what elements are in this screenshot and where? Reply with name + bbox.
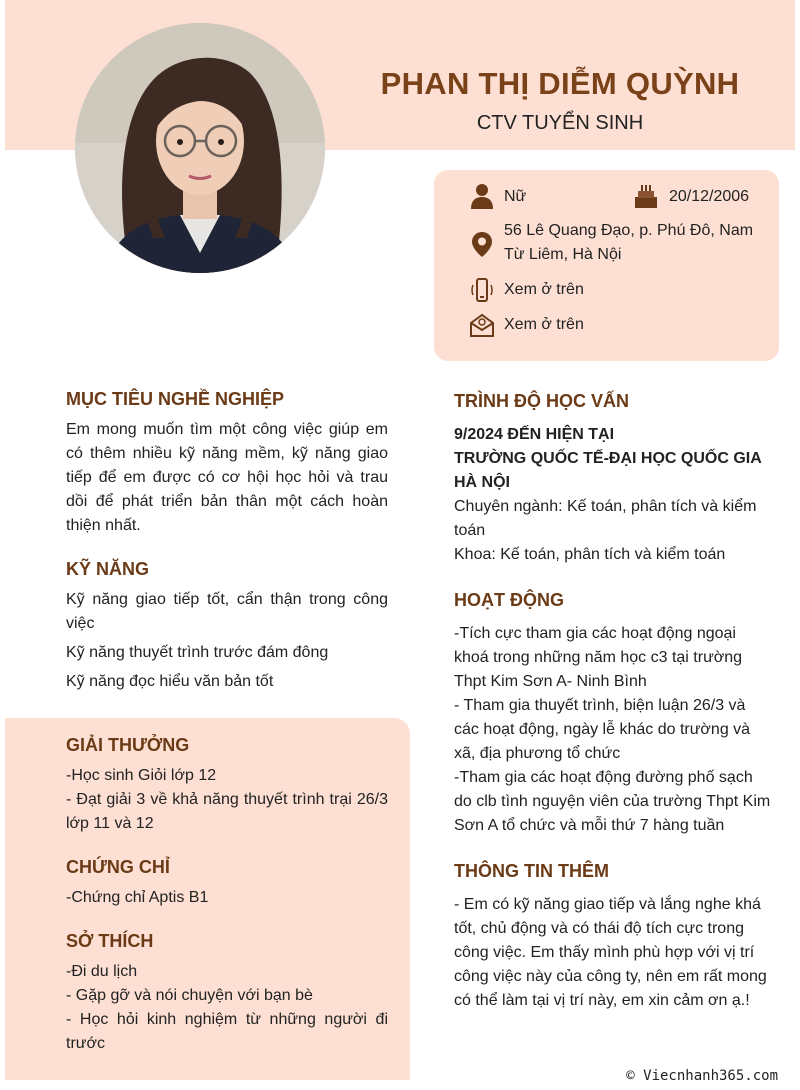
skill-item: Kỹ năng giao tiếp tốt, cẩn thận trong công việc: [66, 591, 388, 632]
location-pin-icon: [468, 230, 496, 258]
birthday-value: 20/12/2006: [669, 188, 750, 205]
hobby-item: - Học hỏi kinh nghiệm từ những người đi trước: [66, 1011, 388, 1052]
phone-value: Xem ở trên: [504, 281, 584, 298]
skill-item: Kỹ năng đọc hiểu văn bản tốt: [66, 673, 274, 690]
profile-photo: [75, 23, 325, 273]
activities-text: -Tích cực tham gia các hoạt động ngoại khoá trong những năm học c3 tại trường Thpt Kim Sơn A- Ninh Bình - Tham gia thuyết trình, biện luận 26/3 và các hoạt động, ngày lễ khác do trường và xã, địa phương tổ chức -Tham gia các hoạt động đường phố sạch do clb tình nguyện viên của trường Thpt Kim Sơn A tổ chức và mỗi thứ 7 hàng tuần: [454, 625, 771, 834]
education-major: Chuyên ngành: Kế toán, phân tích và kiểm toán: [454, 498, 757, 539]
objective-title: MỤC TIÊU NGHỀ NGHIỆP: [66, 389, 285, 409]
candidate-name: PHAN THỊ DIỄM QUỲNH: [380, 66, 740, 101]
skills-title: KỸ NĂNG: [66, 559, 150, 579]
hobby-item: -Đi du lịch: [66, 963, 138, 980]
extra-info-title: THÔNG TIN THÊM: [454, 861, 609, 881]
certificates-title: CHỨNG CHỈ: [66, 857, 170, 877]
certificate-item: -Chứng chỉ Aptis B1: [66, 889, 209, 906]
gender-value: Nữ: [504, 188, 527, 205]
email-value: Xem ở trên: [504, 316, 584, 333]
award-item: -Học sinh Giỏi lớp 12: [66, 767, 217, 784]
education-title: TRÌNH ĐỘ HỌC VẤN: [454, 391, 629, 411]
watermark: © Viecnhanh365.com: [626, 1068, 778, 1084]
email-icon: [468, 311, 496, 339]
hobby-item: - Gặp gỡ và nói chuyện với bạn bè: [66, 987, 313, 1004]
objective-text: Em mong muốn tìm một công việc giúp em có thêm nhiều kỹ năng mềm, kỹ năng giao tiếp để em được có cơ hội học hỏi và trau dồi để phát triển bản thân một cách hoàn thiện nhất.: [66, 421, 388, 534]
candidate-role: CTV TUYỂN SINH: [476, 112, 644, 134]
contact-info-box: [434, 170, 779, 361]
skill-item: Kỹ năng thuyết trình trước đám đông: [66, 644, 329, 661]
birthday-cake-icon: [632, 182, 660, 210]
activities-title: HOẠT ĐỘNG: [454, 590, 564, 610]
award-item: - Đạt giải 3 về khả năng thuyết trình trại 26/3 lớp 11 và 12: [66, 791, 388, 832]
awards-title: GIẢI THƯỞNG: [66, 735, 190, 755]
education-school: TRƯỜNG QUỐC TẾ-ĐẠI HỌC QUỐC GIA HÀ NỘI: [454, 450, 762, 491]
education-period: 9/2024 ĐẾN HIỆN TẠI: [454, 426, 615, 443]
extra-info-text: - Em có kỹ năng giao tiếp và lắng nghe khá tốt, chủ động và có thái độ tích cực trong công việc. Em thấy mình phù hợp với vị trí công việc này của công ty, nên em rất mong có thể làm tại vị trí này, em xin cảm ơn ạ.!: [454, 896, 767, 1009]
profile-photo-illustration: [75, 23, 325, 273]
address-value: 56 Lê Quang Đạo, p. Phú Đô, Nam Từ Liêm, Hà Nội: [504, 222, 754, 263]
education-faculty: Khoa: Kế toán, phân tích và kiểm toán: [454, 546, 726, 563]
person-icon: [468, 182, 496, 210]
hobbies-title: SỞ THÍCH: [66, 931, 154, 951]
phone-icon: [468, 276, 496, 304]
